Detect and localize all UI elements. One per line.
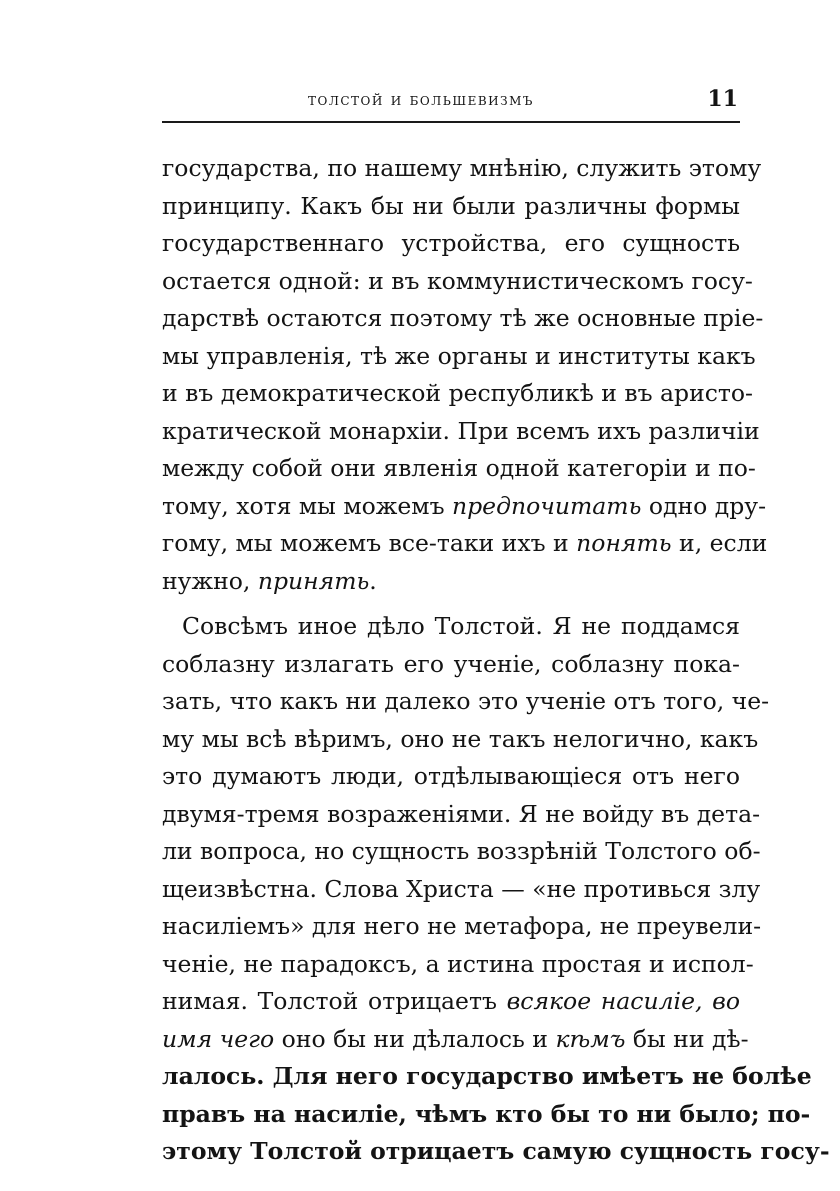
text-line <box>162 225 740 263</box>
text-line <box>162 413 760 451</box>
text-line <box>162 908 762 946</box>
text-run: нимая. Толстой отрицаетъ <box>162 987 507 1015</box>
running-title: толстой и большевизмъ <box>308 90 534 110</box>
text-run: гому, мы можемъ все-таки ихъ и <box>162 529 577 557</box>
text-run: это думаютъ люди, отдѣлывающіеся отъ него <box>162 762 740 790</box>
text-run: государственнаго устройства, его сущность <box>162 229 740 257</box>
text-line <box>162 375 753 413</box>
text-run: насиліемъ» для него не метафора, не преувели- <box>162 912 762 940</box>
text-line <box>162 338 756 376</box>
paragraph-gap <box>162 600 740 608</box>
body-text <box>162 150 830 1171</box>
text-run: ли вопроса, но сущность воззрѣній Толстого об- <box>162 837 761 865</box>
text-line <box>162 758 740 796</box>
text-run: и въ демократической республикѣ и въ аристо- <box>162 379 753 407</box>
text-line <box>162 150 762 188</box>
text-run: лалось. Для него государство имѣетъ не болѣе <box>162 1062 812 1090</box>
text-run: и, если <box>671 529 768 557</box>
header-rule <box>162 121 740 123</box>
text-run: ченіе, не парадоксъ, а истина простая и испол- <box>162 949 754 978</box>
text-run: . <box>369 566 377 595</box>
italic-text: кѣмъ <box>555 1024 626 1053</box>
text-line <box>162 188 740 226</box>
text-line <box>162 525 768 563</box>
text-run: кратической монархіи. При всемъ ихъ различіи <box>162 416 760 445</box>
text-line <box>162 983 740 1021</box>
text-line <box>162 796 761 834</box>
text-line <box>162 833 761 871</box>
text-run: нужно, <box>162 566 258 595</box>
text-run: бы ни дѣ- <box>625 1024 749 1053</box>
text-run: дарствѣ остаются поэтому тѣ же основные пріе- <box>162 304 764 332</box>
text-run: двумя-тремя возраженіями. Я не войду въ дета- <box>162 799 761 828</box>
text-line <box>162 1133 830 1171</box>
text-line <box>162 946 754 984</box>
text-line <box>162 608 740 646</box>
italic-text: предпочитать <box>452 491 642 520</box>
text-line <box>162 263 753 301</box>
italic-text: имя чего <box>162 1024 275 1053</box>
text-line <box>162 488 767 526</box>
text-run: правъ на насиліе, чѣмъ кто бы то ни было; по- <box>162 1099 811 1128</box>
text-run: между собой они явленія одной категоріи и по- <box>162 454 756 482</box>
text-run: государства, по нашему мнѣнію, служить этому <box>162 154 762 182</box>
text-run: принципу. Какъ бы ни были различны формы <box>162 191 740 220</box>
page-number: 11 <box>707 86 738 112</box>
italic-text: всякое насиліе, во <box>506 987 740 1015</box>
text-line <box>162 1021 749 1059</box>
text-run: одно дру- <box>641 491 767 520</box>
text-run: этому Толстой отрицаетъ самую сущность госу- <box>162 1137 830 1165</box>
text-line <box>162 563 740 601</box>
text-line <box>162 871 761 909</box>
paragraph <box>162 608 830 1171</box>
text-line <box>162 683 770 721</box>
text-line <box>162 300 764 338</box>
text-run: щеизвѣстна. Слова Христа — «не противься злу <box>162 874 761 903</box>
text-run: му мы всѣ вѣримъ, оно не такъ нелогично, какъ <box>162 724 759 753</box>
text-run: тому, хотя мы можемъ <box>162 491 452 520</box>
running-head <box>162 86 740 118</box>
text-line <box>162 721 759 759</box>
text-run: остается одной: и въ коммунистическомъ госу- <box>162 266 753 295</box>
text-run: соблазну излагать его ученіе, соблазну пока- <box>162 649 740 678</box>
text-line <box>162 646 740 684</box>
text-line <box>162 1058 812 1096</box>
paragraph <box>162 150 768 600</box>
text-line <box>162 1096 811 1134</box>
text-run: мы управленія, тѣ же органы и институты какъ <box>162 341 756 370</box>
text-run: оно бы ни дѣлалось и <box>274 1024 556 1053</box>
text-run: зать, что какъ ни далеко это ученіе отъ того, че- <box>162 687 770 715</box>
text-run: Совсѣмъ иное дѣло Толстой. Я не поддамся <box>182 612 740 640</box>
text-line <box>162 450 756 488</box>
italic-text: понять <box>576 529 672 557</box>
italic-text: принять <box>257 566 370 595</box>
